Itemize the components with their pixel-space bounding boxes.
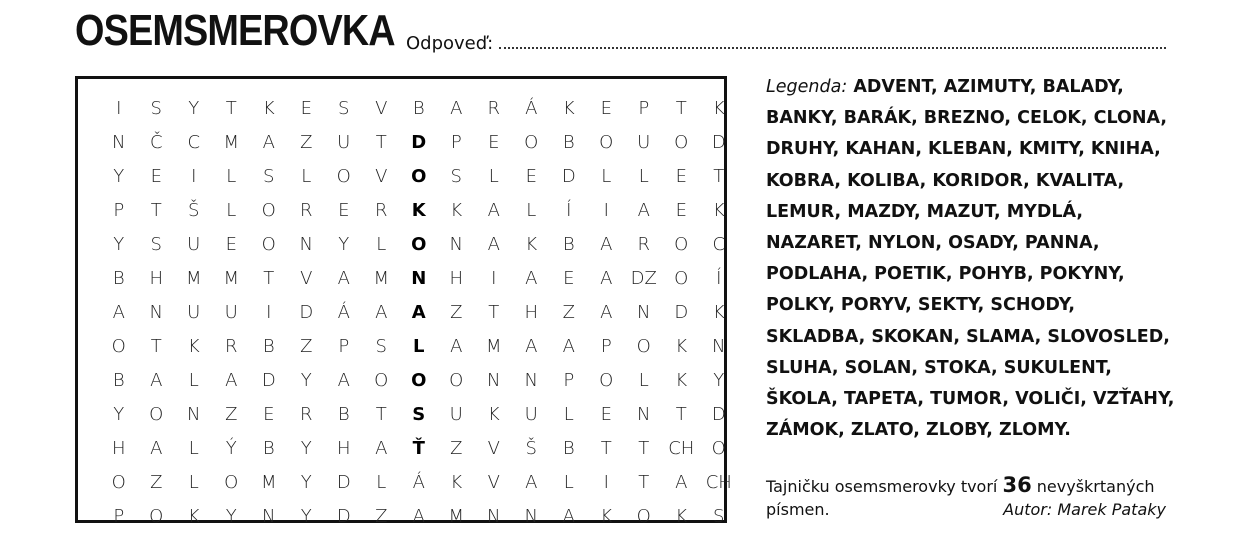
grid-cell[interactable]: E [263,403,275,425]
grid-cell[interactable]: I [491,267,497,289]
grid-cell[interactable]: K [450,199,463,221]
grid-cell[interactable]: O [411,369,427,391]
grid-cell[interactable]: R [487,97,500,119]
grid-cell[interactable]: O [261,233,276,255]
grid-cell[interactable]: Z [450,437,463,459]
grid-cell[interactable]: M [373,267,390,289]
grid-cell[interactable]: N [149,301,163,323]
grid-cell[interactable]: Y [300,369,312,391]
grid-cell[interactable]: E [225,233,237,255]
grid-cell[interactable]: B [562,233,575,255]
grid-cell[interactable]: E [675,165,687,187]
grid-cell[interactable]: N [637,403,651,425]
grid-cell[interactable]: E [600,97,612,119]
grid-cell[interactable]: K [712,97,725,119]
grid-cell[interactable]: L [601,165,612,187]
grid-cell[interactable]: Á [412,471,425,493]
grid-cell[interactable]: A [150,369,163,391]
grid-cell[interactable]: U [187,301,201,323]
grid-cell[interactable]: T [263,267,275,289]
grid-cell[interactable]: L [638,369,649,391]
grid-cell[interactable]: Y [338,233,350,255]
grid-cell[interactable]: V [487,437,500,459]
grid-cell[interactable]: Š [525,437,537,459]
grid-cell[interactable]: CH [668,437,695,459]
grid-cell[interactable]: S [713,505,725,527]
grid-cell[interactable]: L [226,165,237,187]
grid-cell[interactable]: Y [113,233,125,255]
grid-cell[interactable]: I [191,165,197,187]
grid-cell[interactable]: O [336,165,351,187]
grid-cell[interactable]: R [299,199,313,221]
grid-cell[interactable]: U [337,131,351,153]
grid-cell[interactable]: O [524,131,539,153]
grid-cell[interactable]: L [526,199,537,221]
grid-cell[interactable]: A [411,301,426,323]
grid-cell[interactable]: O [674,233,689,255]
grid-cell[interactable]: A [375,437,388,459]
grid-cell[interactable]: R [224,335,238,357]
grid-cell[interactable]: O [149,403,164,425]
grid-cell[interactable]: S [150,233,162,255]
grid-cell[interactable]: Č [149,131,163,153]
grid-cell[interactable]: K [187,335,200,357]
grid-cell[interactable]: U [224,301,238,323]
grid-cell[interactable]: A [675,471,688,493]
grid-cell[interactable]: Y [713,369,725,391]
grid-cell[interactable]: A [525,267,538,289]
grid-cell[interactable]: T [375,403,387,425]
grid-cell[interactable]: K [262,97,275,119]
grid-cell[interactable]: S [450,165,462,187]
grid-cell[interactable]: Y [300,505,312,527]
grid-cell[interactable]: K [675,335,688,357]
grid-cell[interactable]: Z [150,471,163,493]
grid-cell[interactable]: O [111,335,126,357]
grid-cell[interactable]: A [487,199,500,221]
grid-cell[interactable]: K [187,505,200,527]
legend-words: ADVENT, AZIMUTY, BALADY, BANKY, BARÁK, BREZNO, CELOK, CLONA, DRUHY, KAHAN, KLEBAN, KMITY, KNIHA, KOBRA, KOLIBA, KORIDOR, KVALITA, LEMUR, MAZDY, MAZUT, MYDLÁ, NAZARET, NYLON, OSADY, PANNA, PODLAHA, POETIK, POHYB, POKYNY, POLKY, PORYV, SEKTY, SCHODY, SKLADBA, SKOKAN, SLAMA, SLOVOSLED, SLUHA, SOLAN, STOKA, SUKULENT, ŠKOLA, TAPETA, TUMOR, VOLIČI, VZŤAHY, ZÁMOK, ZLATO, ZLOBY, ZLOMY. [766,77,1175,441]
grid-cell[interactable]: Ť [412,437,425,459]
grid-cell[interactable]: V [375,165,388,187]
grid-cell[interactable]: N [411,267,427,289]
grid-cell[interactable]: A [450,335,463,357]
grid-cell[interactable]: P [113,505,125,527]
grid-cell[interactable]: Z [450,301,463,323]
grid-cell[interactable]: N [299,233,313,255]
grid-cell[interactable]: K [487,403,500,425]
grid-cell[interactable]: D [336,505,351,527]
grid-cell[interactable]: D [711,403,726,425]
grid-cell[interactable]: S [338,97,350,119]
grid-cell[interactable]: K [712,301,725,323]
grid-cell[interactable]: K [411,199,426,221]
grid-cell[interactable]: U [449,403,463,425]
grid-cell[interactable]: T [225,97,237,119]
grid-cell[interactable]: B [262,335,275,357]
grid-cell[interactable]: A [637,199,650,221]
grid-cell[interactable]: R [637,233,650,255]
grid-cell[interactable]: O [599,131,614,153]
grid-cell[interactable]: A [600,267,613,289]
answer-line[interactable] [406,30,1166,54]
grid-cell[interactable]: L [413,335,425,357]
grid-cell[interactable]: M [185,267,202,289]
grid-cell[interactable]: B [337,403,350,425]
grid-cell[interactable]: N [449,233,463,255]
grid-cell[interactable]: L [188,471,199,493]
grid-cell[interactable]: A [600,301,613,323]
grid-cell[interactable]: Z [375,505,388,527]
grid-cell[interactable]: Z [562,301,575,323]
grid-cell[interactable]: O [711,437,726,459]
grid-cell[interactable]: S [150,97,162,119]
grid-cell[interactable]: CH [705,471,732,493]
grid-cell[interactable]: Y [188,97,200,119]
grid-cell[interactable]: E [563,267,575,289]
grid-cell[interactable]: P [600,335,612,357]
grid-cell[interactable]: O [149,505,164,527]
grid-cell[interactable]: N [112,131,126,153]
grid-cell[interactable]: Ý [225,437,237,459]
grid-cell[interactable]: N [524,369,538,391]
grid-cell[interactable]: Y [225,505,237,527]
grid-cell[interactable]: A [337,369,350,391]
grid-cell[interactable]: E [488,131,500,153]
grid-cell[interactable]: P [563,369,575,391]
grid-cell[interactable]: T [675,403,687,425]
grid-cell[interactable]: K [450,471,463,493]
legend-label: Legenda: [766,77,848,97]
grid-cell[interactable]: O [449,369,464,391]
grid-cell[interactable]: H [149,267,164,289]
grid-cell[interactable]: A [562,335,575,357]
grid-cell[interactable]: T [375,131,387,153]
grid-cell[interactable]: Z [300,131,313,153]
grid-cell[interactable]: Z [300,335,313,357]
grid-cell[interactable]: D [711,131,726,153]
grid-cell[interactable]: M [448,505,465,527]
grid-cell[interactable]: N [487,369,501,391]
grid-cell[interactable]: U [187,233,201,255]
grid-cell[interactable]: N [262,505,276,527]
grid-cell[interactable]: N [524,505,538,527]
grid-cell[interactable]: E [600,403,612,425]
grid-cell[interactable]: B [112,369,125,391]
grid-cell[interactable]: V [487,471,500,493]
grid-cell[interactable]: V [375,97,388,119]
grid-cell[interactable]: T [150,335,162,357]
grid-cell[interactable]: T [488,301,500,323]
grid-cell[interactable]: M [485,335,502,357]
secret-letter-count: 36 [1002,473,1032,497]
grid-cell[interactable]: B [262,437,275,459]
grid-cell[interactable]: H [336,437,351,459]
grid-cell[interactable]: Á [525,97,538,119]
grid-cell[interactable]: M [223,131,240,153]
answer-dotted-field[interactable] [499,47,1166,49]
grid-cell[interactable]: A [525,335,538,357]
grid-cell[interactable]: O [674,131,689,153]
grid-cell[interactable]: O [411,233,427,255]
grid-cell[interactable]: T [638,437,650,459]
grid-cell[interactable]: P [450,131,462,153]
secret-text-before: Tajničku osemsmerovky tvorí [766,477,1003,496]
grid-cell[interactable]: B [412,97,425,119]
grid-cell[interactable]: C [187,131,201,153]
grid-cell[interactable]: K [712,199,725,221]
grid-cell[interactable]: A [450,97,463,119]
grid-cell[interactable]: D [299,301,314,323]
grid-cell[interactable]: T [638,471,650,493]
grid-cell[interactable]: R [299,403,313,425]
grid-cell[interactable]: O [111,471,126,493]
grid-cell[interactable]: M [223,267,240,289]
grid-cell[interactable]: D [261,369,276,391]
grid-cell[interactable]: Z [225,403,238,425]
grid-cell[interactable]: O [636,335,651,357]
grid-cell[interactable]: K [600,505,613,527]
grid-cell[interactable]: I [266,301,272,323]
grid-cell[interactable]: A [150,437,163,459]
grid-cell[interactable]: O [599,369,614,391]
grid-cell[interactable]: K [525,233,538,255]
letter-grid-frame [75,76,732,527]
grid-cell[interactable]: U [524,403,538,425]
grid-cell[interactable]: N [187,403,201,425]
grid-cell[interactable]: Á [337,301,350,323]
grid-cell[interactable]: S [412,403,426,425]
grid-cell[interactable]: A [412,505,425,527]
grid-cell[interactable]: L [188,437,199,459]
grid-cell[interactable]: M [260,471,277,493]
grid-cell[interactable]: D [411,131,427,153]
grid-cell[interactable]: L [563,471,574,493]
author-credit: Autor: Marek Pataky [1003,500,1166,519]
grid-cell[interactable]: I [116,97,122,119]
grid-cell[interactable]: O [636,505,651,527]
grid-cell[interactable]: B [562,437,575,459]
grid-cell[interactable]: E [300,97,312,119]
grid-cell[interactable]: Y [300,471,312,493]
letter-grid [100,91,738,533]
grid-cell[interactable]: D [336,471,351,493]
grid-cell[interactable]: Y [113,165,125,187]
grid-cell[interactable]: I [603,199,609,221]
grid-cell[interactable]: O [374,369,389,391]
grid-cell[interactable]: A [562,505,575,527]
grid-cell[interactable]: C [712,233,726,255]
grid-cell[interactable]: T [150,199,162,221]
grid-cell[interactable]: A [337,267,350,289]
grid-cell[interactable]: K [675,369,688,391]
grid-cell[interactable]: A [600,233,613,255]
secret-text-after: nevyškrtaných písmen. [766,477,1155,519]
grid-cell[interactable]: H [524,301,539,323]
grid-cell[interactable]: K [562,97,575,119]
grid-cell[interactable]: K [675,505,688,527]
grid-cell[interactable]: E [150,165,162,187]
grid-cell[interactable]: O [224,471,239,493]
grid-cell[interactable]: L [376,233,387,255]
puzzle-title: OSEMSMEROVKA [75,6,395,55]
grid-cell[interactable]: V [300,267,313,289]
grid-cell[interactable]: A [375,301,388,323]
grid-cell[interactable]: H [449,267,464,289]
grid-cell[interactable]: T [713,165,725,187]
grid-cell[interactable]: L [488,165,499,187]
grid-cell[interactable]: D [674,301,689,323]
grid-cell[interactable]: U [637,131,651,153]
grid-cell[interactable]: N [712,335,726,357]
grid-cell[interactable]: Š [188,199,200,221]
grid-cell[interactable]: H [111,437,126,459]
grid-cell[interactable]: N [487,505,501,527]
grid-cell[interactable]: L [563,403,574,425]
grid-cell[interactable]: O [674,267,689,289]
grid-cell[interactable]: L [376,471,387,493]
grid-cell[interactable]: A [112,301,125,323]
grid-cell[interactable]: Y [300,437,312,459]
grid-cell[interactable]: N [637,301,651,323]
grid-cell[interactable]: S [375,335,387,357]
grid-cell[interactable]: B [562,131,575,153]
grid-cell[interactable]: O [261,199,276,221]
grid-cell[interactable]: A [225,369,238,391]
grid-cell[interactable]: A [525,471,538,493]
grid-cell[interactable]: E [525,165,537,187]
grid-cell[interactable]: E [338,199,350,221]
grid-cell[interactable]: L [226,199,237,221]
answer-label: Odpoveď: [406,33,494,54]
grid-cell[interactable]: DZ [630,267,657,289]
grid-cell[interactable]: S [263,165,275,187]
grid-cell[interactable]: L [638,165,649,187]
grid-cell[interactable]: E [675,199,687,221]
grid-cell[interactable]: L [301,165,312,187]
grid-cell[interactable]: I [603,471,609,493]
grid-cell[interactable]: P [638,97,650,119]
grid-cell[interactable]: O [411,165,427,187]
grid-cell[interactable]: T [600,437,612,459]
grid-cell[interactable]: P [113,199,125,221]
grid-cell[interactable]: A [487,233,500,255]
grid-cell[interactable]: A [262,131,275,153]
grid-cell[interactable]: T [675,97,687,119]
grid-cell[interactable]: B [112,267,125,289]
legend [766,72,1176,446]
grid-cell[interactable]: D [561,165,576,187]
grid-cell[interactable]: Í [566,199,572,221]
grid-cell[interactable]: P [338,335,350,357]
grid-cell[interactable]: Y [113,403,125,425]
grid-cell[interactable]: L [188,369,199,391]
grid-cell[interactable]: Í [716,267,722,289]
grid-cell[interactable]: R [374,199,388,221]
